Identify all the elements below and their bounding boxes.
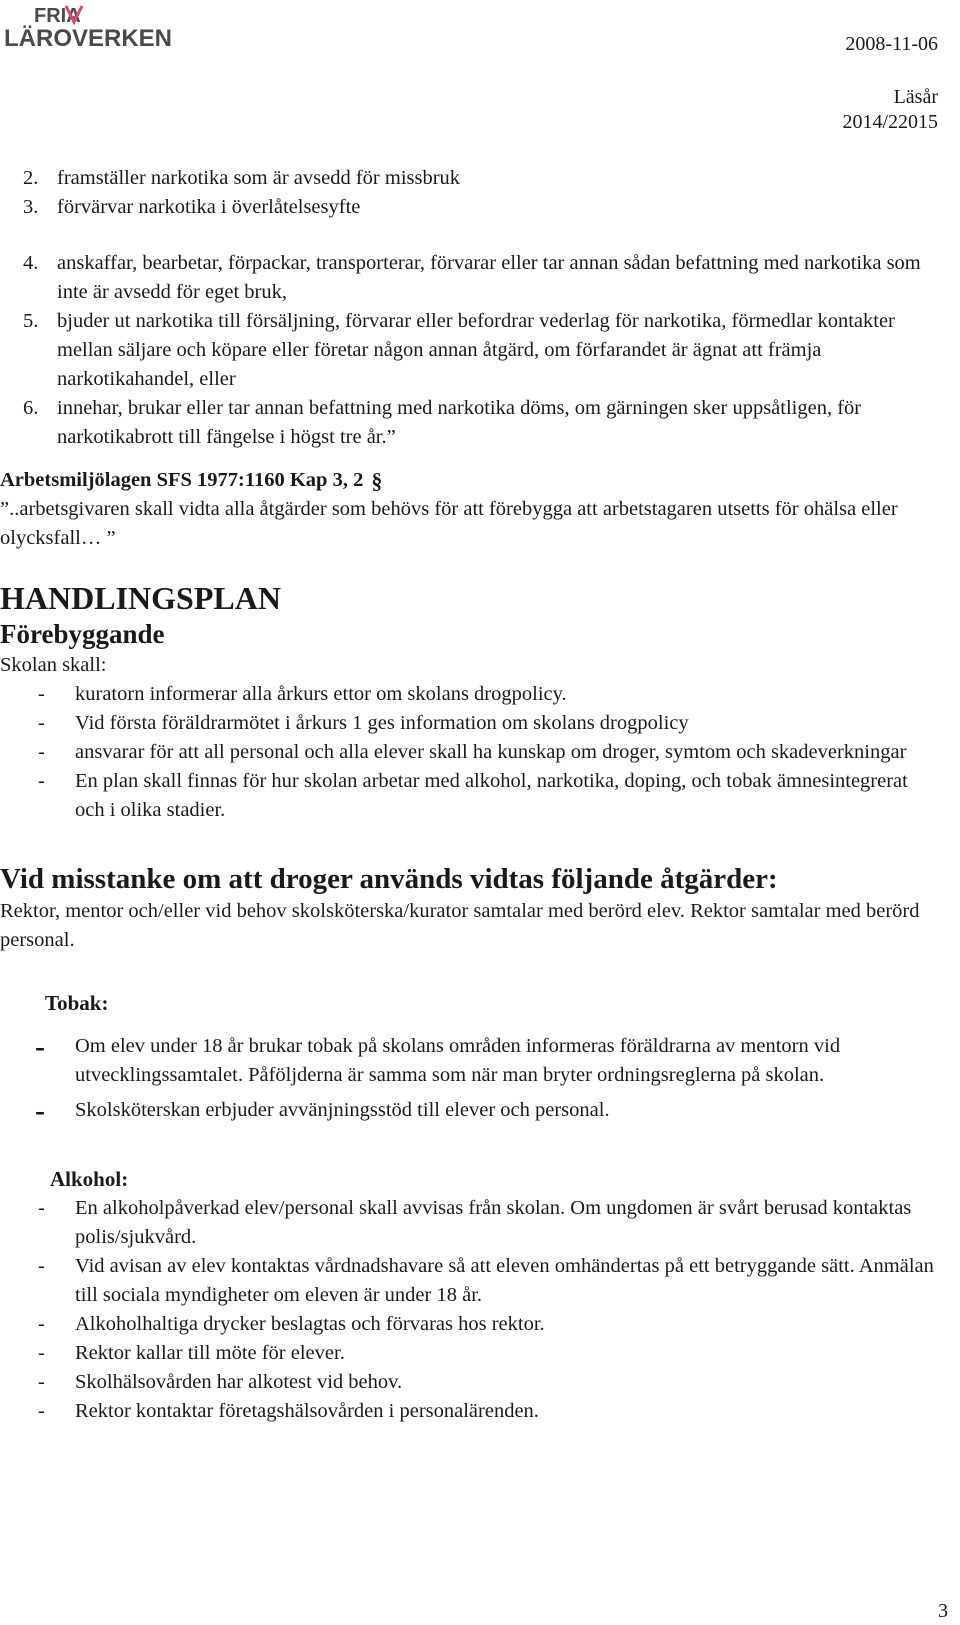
header-date: 2008-11-06 <box>845 33 938 55</box>
tobacco-list-item: - Om elev under 18 år brukar tobak på skolans områden informeras föräldrarna av mentorn vid utvecklingssamtalet. Påföljderna är samma som när man bryter ordningsreglerna på skolan. <box>35 1030 841 1086</box>
law-list-item: 5. bjuder ut narkotika till försäljning, förvarar eller befordrar vederlag för narkotika, förmedlar kontakter mellan säljare och köpare eller företar någon annan åtgärd, om förfarandet är ägnat att främja narkotikahandel, eller <box>23 310 895 390</box>
plan-intro: Skolan skall: <box>0 654 107 676</box>
law-list <box>0 164 940 452</box>
document-body <box>0 164 940 1426</box>
logo-line2: LÄROVERKEN <box>4 25 173 52</box>
plan-list <box>0 680 940 825</box>
suspicion-text: Rektor, mentor och/eller vid behov skolsköterska/kurator samtalar med berörd elev. Rektor samtalar med berörd personal. <box>0 900 920 951</box>
alcohol-list-item: - En alkoholpåverkad elev/personal skall avvisas från skolan. Om ungdomen är svårt berusad kontaktas polis/sjukvård. <box>38 1197 912 1248</box>
work-law-title: Arbetsmiljölagen SFS 1977:1160 Kap 3, 2 § <box>0 468 383 493</box>
tobacco-list-item: - Skolsköterskan erbjuder avvänjningsstöd till elever och personal. <box>35 1094 610 1127</box>
plan-title: HANDLINGSPLAN <box>0 580 281 616</box>
law-list-item: 4. anskaffar, bearbetar, förpackar, transporterar, förvarar eller tar annan sådan befattning med narkotika som inte är avsedd för eget bruk, <box>23 252 921 303</box>
alcohol-list-item: - Skolhälsovården har alkotest vid behov. <box>38 1371 403 1393</box>
plan-list-item: - En plan skall finnas för hur skolan arbetar med alkohol, narkotika, doping, och tobak ämnesintegrerat och i olika stadier. <box>38 770 908 821</box>
plan-list-item: - ansvarar för att all personal och alla elever skall ha kunskap om droger, symtom och skadeverkningar <box>38 741 907 763</box>
section-sign: § <box>371 468 383 493</box>
alcohol-list-item: - Alkoholhaltiga drycker beslagtas och förvaras hos rektor. <box>38 1313 545 1335</box>
fria-laroverken-logo <box>4 2 194 52</box>
plan-subtitle: Förebyggande <box>0 619 165 649</box>
tobacco-list <box>0 1032 940 1125</box>
header-school-year-label: Läsår <box>893 86 938 108</box>
work-law-quote: ”..arbetsgivaren skall vidta alla åtgärder som behövs för att förebygga att arbetstagaren utsetts för ohälsa eller olycksfall… ” <box>0 498 898 549</box>
law-list-item: 6. innehar, brukar eller tar annan befattning med narkotika döms, om gärningen sker uppsåtligen, för narkotikabrott till fängelse i högst tre år.” <box>23 397 862 448</box>
law-list-item: 2. framställer narkotika som är avsedd för missbruk <box>23 167 461 189</box>
alcohol-list-item: - Vid avisan av elev kontaktas vårdnadshavare så att eleven omhändertas på ett betryggande sätt. Anmälan till sociala myndigheter om eleven är under 18 år. <box>38 1255 934 1306</box>
alcohol-list-item: - Rektor kallar till möte för elever. <box>38 1342 345 1364</box>
suspicion-title: Vid misstanke om att droger används vidtas följande åtgärder: <box>0 863 778 895</box>
plan-list-item: - kuratorn informerar alla årkurs ettor om skolans drogpolicy. <box>38 683 567 705</box>
tobacco-title: Tobak: <box>45 991 109 1015</box>
header-school-year: 2014/22015 <box>842 111 938 133</box>
law-list-item: 3. förvärvar narkotika i överlåtelsesyfte <box>23 196 361 218</box>
logo-line1: FRIA <box>34 5 81 27</box>
alcohol-list-item: - Rektor kontaktar företagshälsovården i personalärenden. <box>38 1400 539 1422</box>
page-number: 3 <box>938 1600 948 1622</box>
alcohol-title: Alkohol: <box>50 1167 129 1191</box>
plan-list-item: - Vid första föräldrarmötet i årkurs 1 ges information om skolans drogpolicy <box>38 712 689 734</box>
alcohol-list <box>0 1194 940 1426</box>
